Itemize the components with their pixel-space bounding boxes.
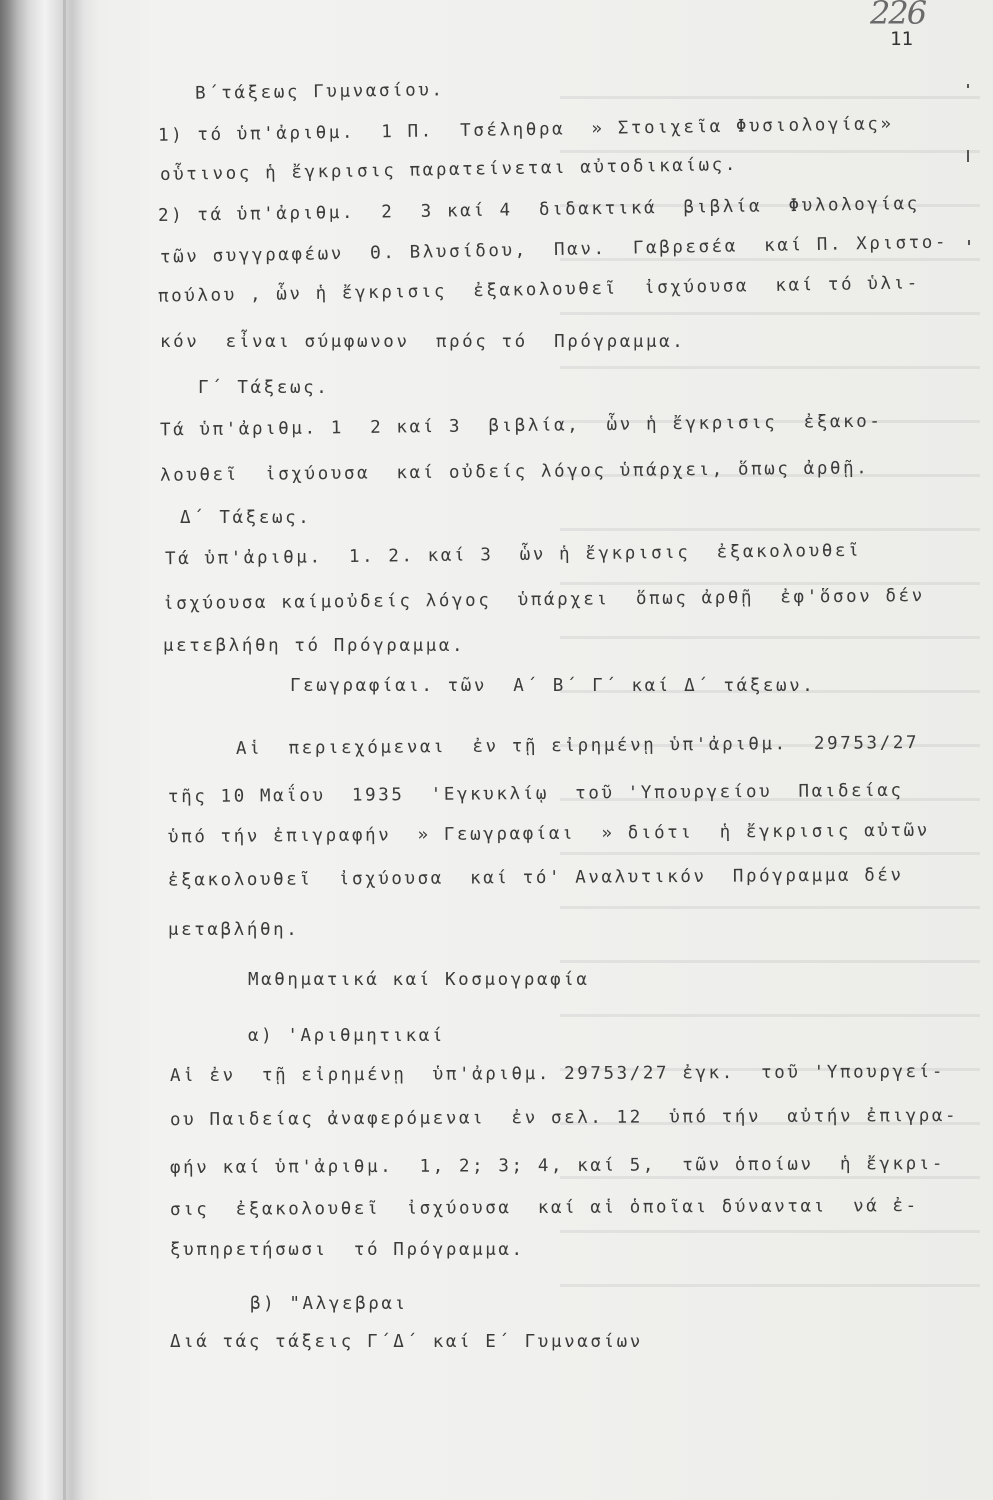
text-line: Τά ὑπ'ἀριθμ. 1 2 καί 3 βιβλία, ὧν ἡ ἔγκρισις ἐξακο- <box>159 411 883 441</box>
text-line: ἰσχύουσα καίμοὐδείς λόγος ὑπάρχει ὅπως ἀρθῇ ἐφ'ὅσον δέν <box>162 586 925 614</box>
text-line: Αἱ ἐν τῇ εἰρημένῃ ὑπ'ἀριθμ. 29753/27 ἐγκ. τοῦ 'Υπουργεί- <box>169 1061 946 1087</box>
section-heading: Μαθηματικά καί Κοσμογραφία <box>248 970 590 990</box>
margin-mark <box>967 150 969 162</box>
subsection-heading: α) 'Αριθμητικαί <box>248 1026 446 1046</box>
text-line: τῆς 10 Μαΐου 1935 'Εγκυκλίῳ τοῦ 'Υπουργείου Παιδείας <box>167 780 904 808</box>
text-line: κόν εἶναι σύμφωνον πρός τό Πρόγραμμα. <box>160 332 686 352</box>
text-line: 2) τά ὑπ'ἀριθμ. 2 3 καί 4 διδακτικά βιβλία Φυλολογίας <box>157 194 921 226</box>
subsection-heading: β) "Αλγεβραι <box>250 1294 408 1314</box>
text-line: μεταβλήθη. <box>168 920 300 940</box>
text-line: ου Παιδείας ἀναφερόμεναι ἐν σελ. 12 ὑπό τήν αὐτήν ἐπιγρα- <box>169 1105 959 1131</box>
text-line: φήν καί ὑπ'ἀριθμ. 1, 2; 3; 4, καί 5, τῶν ὁποίων ἡ ἔγκρι- <box>169 1153 946 1179</box>
handwritten-page-number: 226 <box>870 0 926 32</box>
margin-mark <box>968 240 970 245</box>
text-line: Αἱ περιεχόμεναι ἐν τῇ εἰρημένῃ ὑπ'ἀριθμ. 29753/27 <box>235 733 920 759</box>
text-line: 1) τό ὑπ'ἀριθμ. 1 Π. Τσέληθρα » Στοιχεῖα Φυσιολογίας» <box>157 114 894 146</box>
text-line: σις ἐξακολουθεῖ ἰσχύουσα καί αἱ ὁποῖαι δύνανται νά ἐ- <box>169 1196 919 1220</box>
binding-edge <box>63 0 66 1500</box>
text-line: πούλου , ὧν ἡ ἔγκρισις ἐξακολουθεῖ ἰσχύουσα καί τό ὑλι- <box>157 273 921 307</box>
text-line: ξυπηρετήσωσι τό Πρόγραμμα. <box>170 1240 525 1260</box>
text-line: Β΄τάξεως Γυμνασίου. <box>194 80 445 104</box>
book-binding-shadow <box>0 0 150 1500</box>
text-line: Διά τάς τάξεις Γ΄Δ΄ καί Ε΄ Γυμνασίων <box>170 1332 643 1352</box>
text-line: μετεβλήθη τό Πρόγραμμα. <box>163 636 466 656</box>
text-line: οὗτινος ἡ ἔγκρισις παρατείνεται αὐτοδικαίως. <box>159 154 739 186</box>
text-line: ὑπό τήν ἐπιγραφήν » Γεωγραφίαι » διότι ἡ ἔγκρισις αὐτῶν <box>167 820 930 848</box>
text-line: Τά ὑπ'ἀριθμ. 1. 2. καί 3 ὧν ἡ ἔγκρισις ἐξακολουθεῖ <box>164 540 862 570</box>
section-heading: Γεωγραφίαι. τῶν Α΄ Β΄ Γ΄ καί Δ΄ τάξεων. <box>290 676 816 696</box>
page-number: 11 <box>890 28 913 50</box>
section-heading: Δ΄ Τάξεως. <box>180 508 312 528</box>
text-line: τῶν συγγραφέων Θ. Βλυσίδου, Παν. Γαβρεσέα καί Π. Χριστο- <box>159 232 949 268</box>
text-line: ἐξακολουθεῖ ἰσχύουσα καί τό' Αναλυτικόν Πρόγραμμα δέν <box>167 865 904 891</box>
section-heading: Γ΄ Τάξεως. <box>198 378 330 398</box>
margin-mark <box>967 84 969 88</box>
text-line: λουθεῖ ἰσχύουσα καί οὐδείς λόγος ὑπάρχει, ὅπως ἀρθῇ. <box>159 458 870 486</box>
